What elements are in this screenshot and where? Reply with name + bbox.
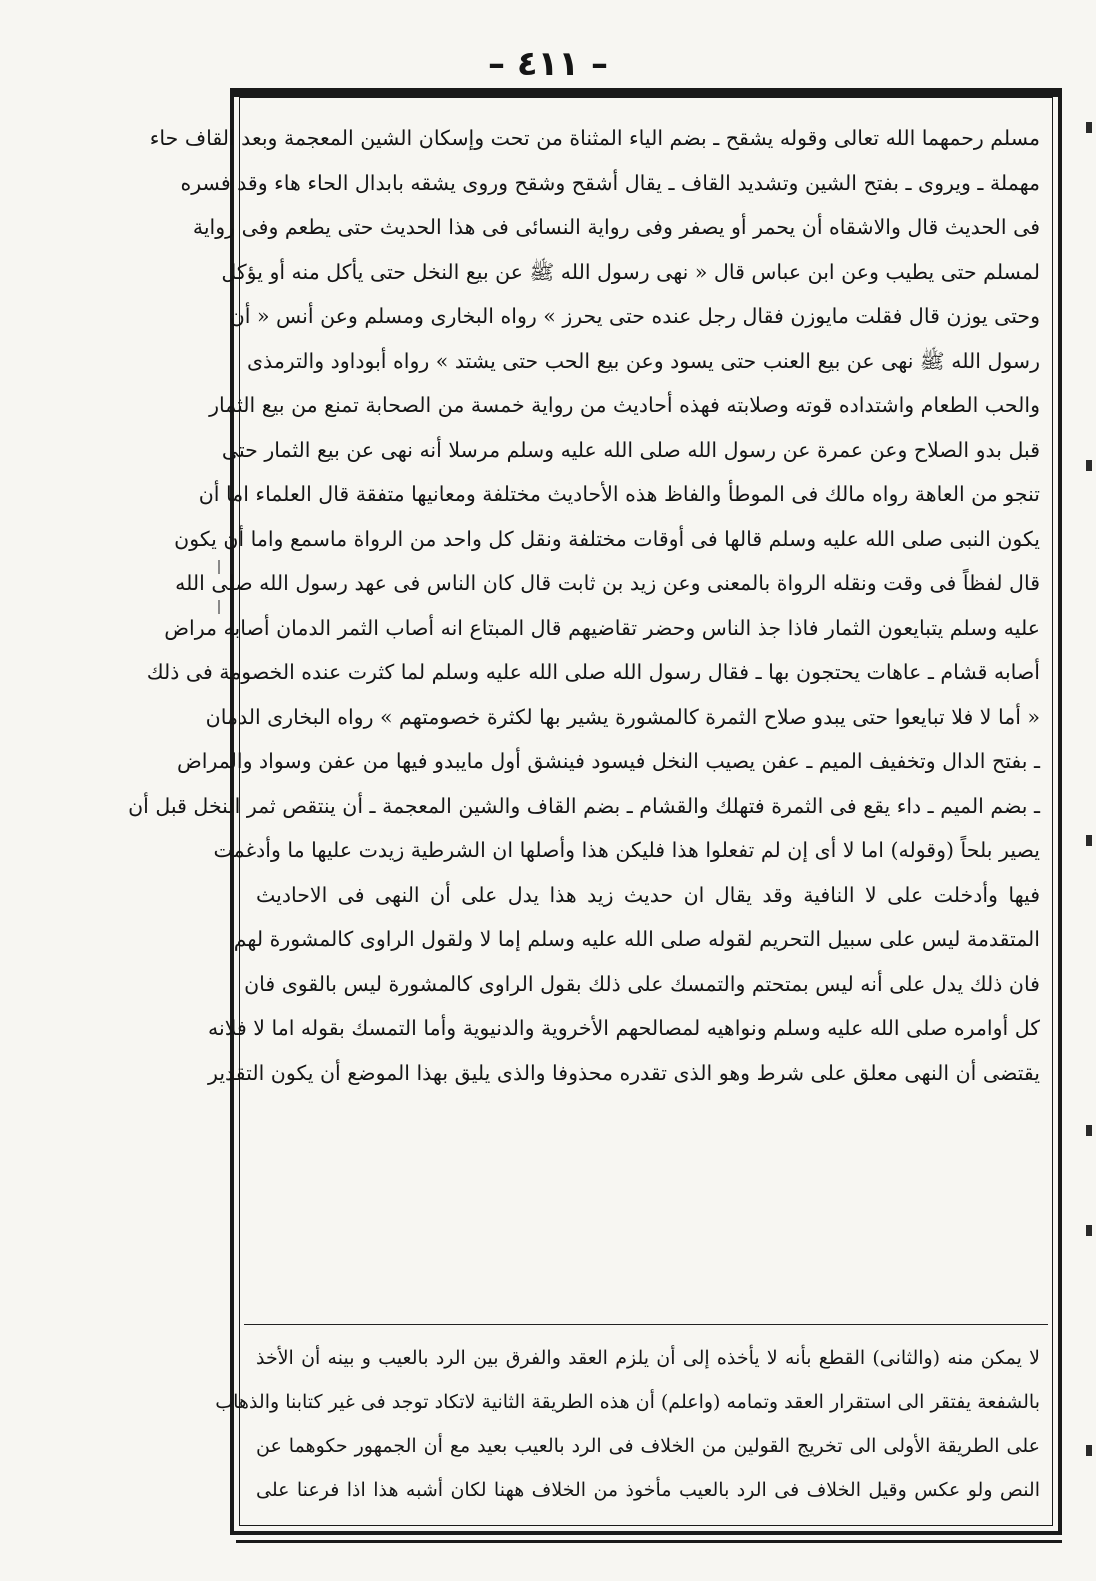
text-frame: [128, 88, 1062, 1535]
margin-mark: [1086, 122, 1092, 133]
margin-mark: [1086, 1125, 1092, 1136]
text-line: يصير بلحاً (وقوله) اما لا أى إن لم تفعلوا هذا فليكن هذا وأصلها ان الشرطية زيدت عليها ما وأدغمت: [213, 838, 1040, 862]
text-line: مهملة ـ ويروى ـ بفتح الشين وتشديد القاف ـ يقال أشقح وشقح وروى يشقه بابدال الحاء هاء وقد فسره: [180, 170, 1040, 195]
text-line: ـ بفتح الدال وتخفيف الميم ـ عفن يصيب النخل فيسود فينشق أول مايبدو فيها من عفن وسواد والمراض: [177, 749, 1040, 773]
margin-mark: [1086, 835, 1092, 846]
text-line: مسلم رحمهما الله تعالى وقوله يشقح ـ بضم الياء المثناة من تحت وإسكان الشين المعجمة وبعد القاف حاء: [149, 126, 1040, 150]
margin-mark: [1086, 1445, 1092, 1456]
margin-mark: [1086, 1225, 1092, 1236]
text-line: والحب الطعام واشتداده قوته وصلابته فهذه أحاديث من رواية خمسة من الصحابة تمنع من بيع الثمار: [209, 393, 1040, 417]
text-line: المتقدمة ليس على سبيل التحريم لقوله صلى الله عليه وسلم إما لا ولقول الراوى كالمشورة لهم: [233, 927, 1040, 951]
main-commentary-text: [128, 116, 1040, 1095]
text-line: يقتضى أن النهى معلق على شرط وهو الذى تقدره محذوفا والذى يليق بهذا الموضع أن يكون التقدير: [208, 1060, 1040, 1085]
footnote-line: على الطريقة الأولى الى تخريج القولين من الخلاف فى الرد بالعيب بعيد مع أن الجمهور حكوهما عن: [256, 1435, 1040, 1457]
text-line: عليه وسلم يتبايعون الثمار فاذا جذ الناس وحضر تقاضيهم قال المبتاع انه أصاب الثمر الدمان أصابه مراض: [164, 615, 1040, 640]
text-line: فان ذلك يدل على أنه ليس بمتحتم والتمسك على ذلك بقول الراوى كالمشورة ليس بالقوى فان: [244, 971, 1040, 996]
text-line: لمسلم حتى يطيب وعن ابن عباس قال « نهى رسول الله ﷺ عن بيع النخل حتى يأكل منه أو يؤكل: [221, 259, 1040, 284]
text-line: رسول الله ﷺ نهى عن بيع العنب حتى يسود وعن بيع الحب حتى يشتد » رواه أبوداود والترمذى: [247, 348, 1040, 373]
text-line: قال لفظاً فى وقت ونقله الرواة بالمعنى وعن زيد بن ثابت قال كان الناس فى عهد رسول الله صلى الله: [175, 571, 1040, 595]
text-line: « أما لا فلا تبايعوا حتى يبدو صلاح الثمرة كالمشورة يشير بها لكثرة خصومتهم » رواه البخارى الدمان: [205, 704, 1040, 729]
text-line: فيها وأدخلت على لا النافية وقد يقال ان حديث زيد هذا يدل على أن النهى فى الاحاديث: [256, 882, 1040, 907]
text-line: تنجو من العاهة رواه مالك فى الموطأ والفاظ هذه الأحاديث مختلفة ومعانيها متفقة قال العلماء اما أن: [198, 482, 1040, 506]
text-line: فى الحديث قال والاشقاه أن يحمر أو يصفر وفى رواية النسائى فى هذا الحديث حتى يطعم وفى رواية: [192, 215, 1040, 239]
frame-top-bar: [230, 88, 1062, 97]
text-line: ـ بضم الميم ـ داء يقع فى الثمرة فتهلك والقشام ـ بضم القاف والشين المعجمة ـ أن ينتقص ثمر النخل قبل أن: [128, 793, 1040, 818]
footnote-line: لا يمكن منه (والثانى) القطع بأنه لا يأخذه إلى أن يلزم العقد والفرق بين الرد بالعيب و بينه أن الأخذ: [256, 1347, 1040, 1369]
footnote-line: بالشفعة يفتقر الى استقرار العقد وتمامه (واعلم) أن هذه الطريقة الثانية لاتكاد توجد فى غير كتابنا والذهاب: [215, 1391, 1040, 1413]
footnote-divider: [244, 1324, 1048, 1325]
text-line: أصابه قشام ـ عاهات يحتجون بها ـ فقال رسول الله صلى الله عليه وسلم لما كثرت عنده الخصومة فى ذلك: [146, 660, 1040, 684]
text-line: قبل بدو الصلاح وعن عمرة عن رسول الله صلى الله عليه وسلم مرسلا أنه نهى عن بيع الثمار حتى: [221, 437, 1040, 462]
page-number: – ٤١١ –: [488, 44, 608, 84]
footnotes-text: [215, 1336, 1040, 1512]
margin-mark: [1086, 460, 1092, 471]
bottom-rule: [236, 1540, 1062, 1543]
text-line: كل أوامره صلى الله عليه وسلم ونواهيه لمصالحهم الأخروية والدنيوية وأما التمسك بقوله اما لا فلانه: [208, 1016, 1040, 1040]
text-line: يكون النبى صلى الله عليه وسلم قالها فى أوقات مختلفة ونقل كل واحد من الرواة ماسمع واما أن يكون: [174, 526, 1040, 551]
text-line: وحتى يوزن قال فقلت مايوزن فقال رجل عنده حتى يحرز » رواه البخارى ومسلم وعن أنس « أن: [229, 304, 1040, 328]
footnote-line: النص ولو عكس وقيل الخلاف فى الرد بالعيب مأخوذ من الخلاف ههنا لكان أشبه هذا اذا فرعنا على: [256, 1479, 1040, 1501]
